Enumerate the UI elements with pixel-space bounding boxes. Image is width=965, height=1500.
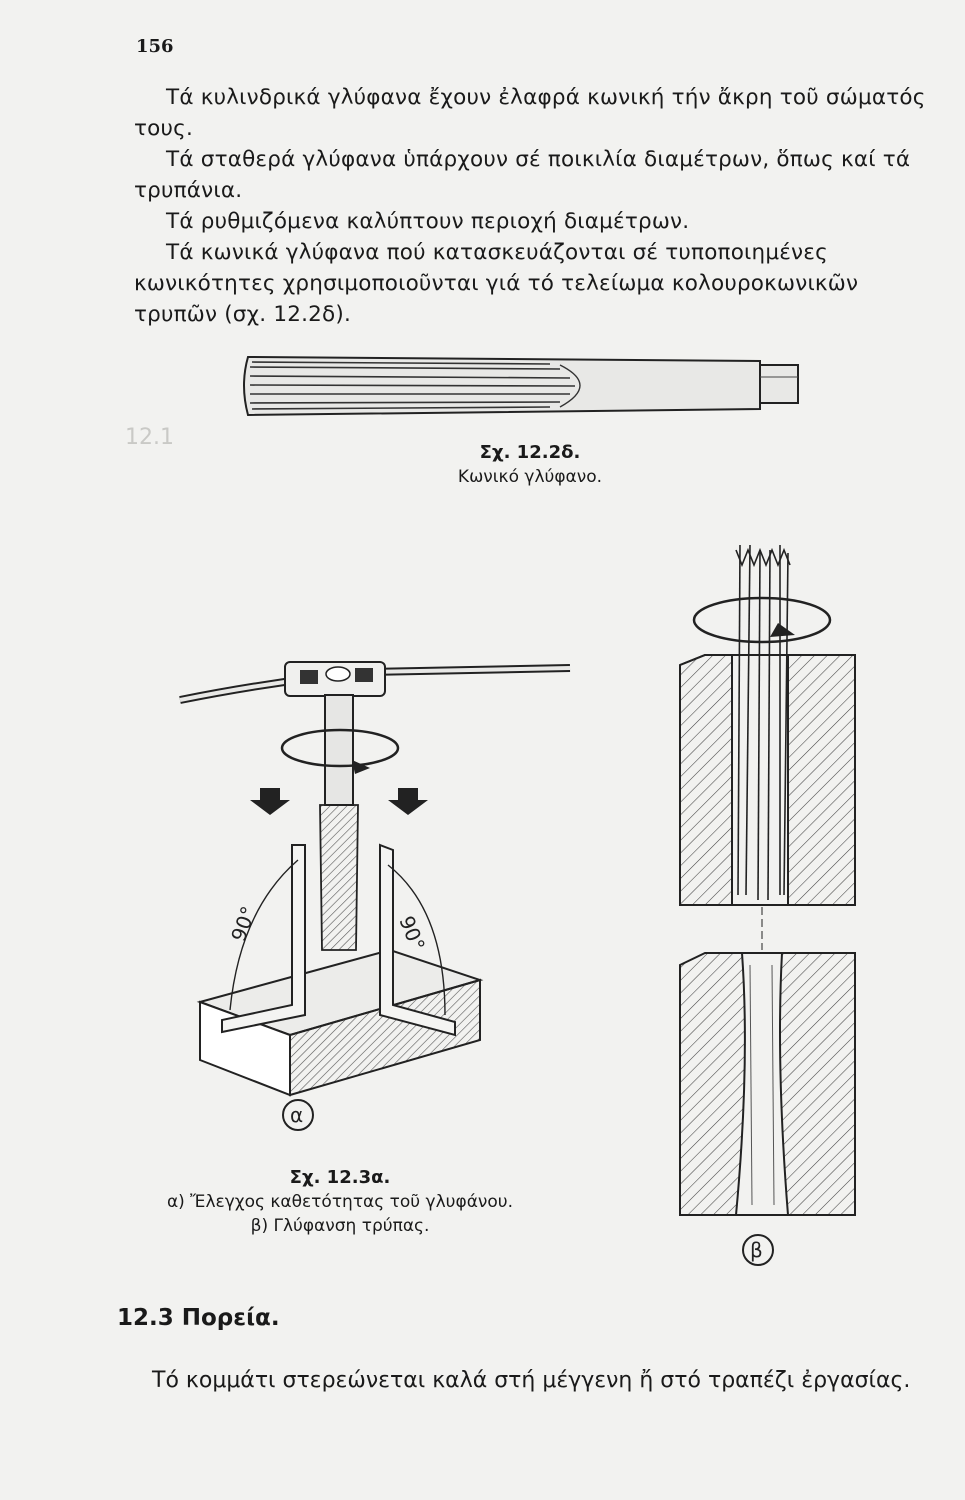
figure-12-2d-subtitle: Κωνικό γλύφανο. [457,467,603,487]
figure-12-3a-line-a: α) Ἔλεγχος καθετότητας τοῦ γλυφάνου. [166,1192,514,1212]
tapered-reamer-illustration [240,345,805,425]
figure-12-2d-title: Σχ. 12.2δ. [479,442,581,463]
figure-12-2d-caption [380,441,680,489]
page-number: 156 [136,36,174,57]
figure-12-3a-line-b: β) Γλύφανση τρύπας. [250,1216,430,1236]
figure-label-b: β [750,1238,763,1262]
section-text: Τό κομμάτι στερεώνεται καλά στή μέγγενη ἤ στό τραπέζι ἐργασίας. [152,1368,911,1393]
angle-label-right: 90° [394,912,430,955]
paragraph-adjustable-reamers: Τά ρυθμιζόμενα καλύπτουν περιοχή διαμέτρων. [166,209,690,234]
figure-12-3a-title: Σχ. 12.3α. [289,1167,391,1188]
angle-label-left: 90° [226,903,261,945]
show-through-text: 12.1 [125,425,174,450]
section-heading: 12.3 Πορεία. [117,1305,280,1331]
paragraph-tapered-reamers: Τά κωνικά γλύφανα πού κατασκευάζονται σέ τυποποιημένες κωνικότητες χρησιμοποιοῦνται γιά τό τελείωμα κολουροκωνικῶν τρυπῶν (σχ. 12.2δ). [134,240,859,327]
squareness-check-illustration [180,650,550,1130]
paragraph-fixed-reamers: Τά σταθερά γλύφανα ὑπάρχουν σέ ποικιλία διαμέτρων, ὅπως καί τά τρυπάνια. [134,147,911,203]
figure-12-3a-caption [130,1166,550,1238]
figure-label-a: α [290,1103,304,1127]
paragraph-cylindrical-reamers: Τά κυλινδρικά γλύφανα ἔχουν ἐλαφρά κωνική τήν ἄκρη τοῦ σώματός τους. [134,85,926,141]
hole-reaming-illustration [670,545,870,1275]
